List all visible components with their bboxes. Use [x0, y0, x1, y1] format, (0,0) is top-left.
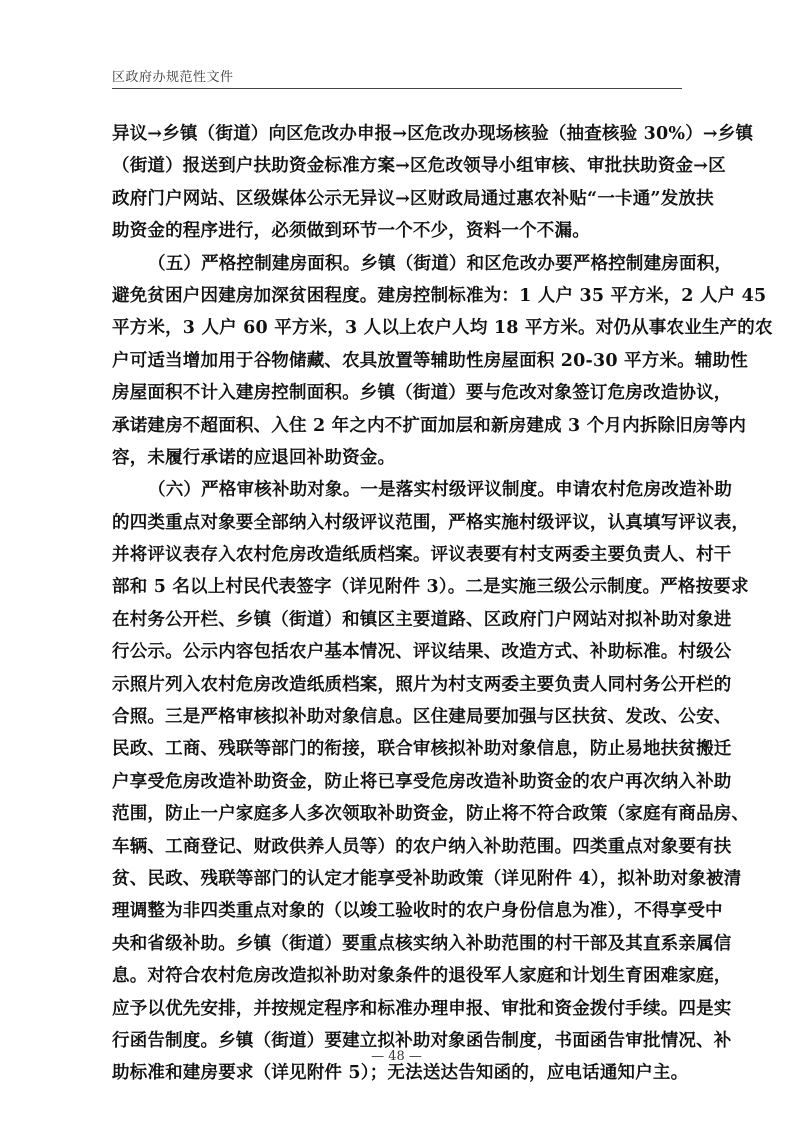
text-line: 容，未履行承诺的应退回补助资金。: [112, 447, 396, 468]
section-six-heading-line: （六）严格审核补助对象。一是落实村级评议制度。申请农村危房改造补助: [148, 480, 733, 501]
page-number: — 48 —: [371, 1049, 422, 1064]
text-line: 范围，防止一户家庭多人多次领取补助资金，防止将不符合政策（家庭有商品房、: [112, 804, 750, 825]
text-line: 示照片列入农村危房改造纸质档案，照片为村支两委主要负责人同村务公开栏的: [112, 674, 732, 695]
text-line: 车辆、工商登记、财政供养人员等）的农户纳入补助范围。四类重点对象要有扶: [112, 836, 732, 857]
text-line: 应予以优先安排，并按规定程序和标准办理申报、审批和资金拨付手续。四是实: [112, 998, 732, 1019]
text-line: 户享受危房改造补助资金，防止将已享受危房改造补助资金的农户再次纳入补助: [112, 771, 732, 792]
header-divider: [112, 88, 682, 89]
text-line: 异议→乡镇（街道）向区危改办申报→区危改办现场核验（抽查核验 30%）→乡镇: [112, 124, 754, 144]
text-line: （街道）报送到户扶助资金标准方案→区危改领导小组审核、审批扶助资金→区: [112, 156, 726, 177]
text-line: 户可适当增加用于谷物储藏、农具放置等辅助性房屋面积 20-30 平方米。辅助性: [112, 350, 748, 371]
text-line: 民政、工商、残联等部门的衔接，联合审核拟补助对象信息，防止易地扶贫搬迁: [112, 739, 732, 760]
text-line: 合照。三是严格审核拟补助对象信息。区住建局要加强与区扶贫、发改、公安、: [112, 707, 732, 728]
document-body: [112, 118, 773, 1090]
text-line: 平方米，3 人户 60 平方米，3 人以上农户人均 18 平方米。对仍从事农业生产的农: [112, 318, 773, 339]
text-line: 房屋面积不计入建房控制面积。乡镇（街道）要与危改对象签订危房改造协议，: [112, 383, 732, 404]
text-line: 央和省级补助。乡镇（街道）要重点核实纳入补助范围的村干部及其直系亲属信: [112, 933, 732, 954]
section-five-heading-line: （五）严格控制建房面积。乡镇（街道）和区危改办要严格控制建房面积，: [148, 253, 733, 274]
text-line: 贫、民政、残联等部门的认定才能享受补助政策（详见附件 4），拟补助对象被清: [112, 868, 742, 889]
document-header: 区政府办规范性文件: [112, 70, 234, 85]
text-line: 政府门户网站、区级媒体公示无异议→区财政局通过惠农补贴“一卡通”发放扶: [112, 188, 714, 209]
text-line: 承诺建房不超面积、入住 2 年之内不扩面加层和新房建成 3 个月内拆除旧房等内: [112, 415, 747, 436]
text-line: 息。对符合农村危房改造拟补助对象条件的退役军人家庭和计划生育困难家庭，: [112, 966, 732, 987]
text-line: 行函告制度。乡镇（街道）要建立拟补助对象函告制度，书面函告审批情况、补: [112, 1030, 732, 1051]
text-line: 行公示。公示内容包括农户基本情况、评议结果、改造方式、补助标准。村级公: [112, 642, 732, 663]
text-line: 理调整为非四类重点对象的（以竣工验收时的农户身份信息为准），不得享受中: [112, 901, 723, 922]
text-line: 部和 5 名以上村民代表签字（详见附件 3）。二是实施三级公示制度。严格按要求: [112, 577, 749, 598]
text-line: 避免贫困户因建房加深贫困程度。建房控制标准为：1 人户 35 平方米，2 人户 45: [112, 285, 767, 306]
text-line: 在村务公开栏、乡镇（街道）和镇区主要道路、区政府门户网站对拟补助对象进: [112, 609, 732, 630]
text-line: 并将评议表存入农村危房改造纸质档案。评议表要有村支两委主要负责人、村干: [112, 545, 732, 566]
text-line: 助标准和建房要求（详见附件 5）；无法送达告知函的，应电话通知户主。: [112, 1063, 689, 1084]
text-line: 的四类重点对象要全部纳入村级评议范围，严格实施村级评议，认真填写评议表，: [112, 512, 750, 533]
text-line: 助资金的程序进行，必须做到环节一个不少，资料一个不漏。: [112, 221, 590, 242]
